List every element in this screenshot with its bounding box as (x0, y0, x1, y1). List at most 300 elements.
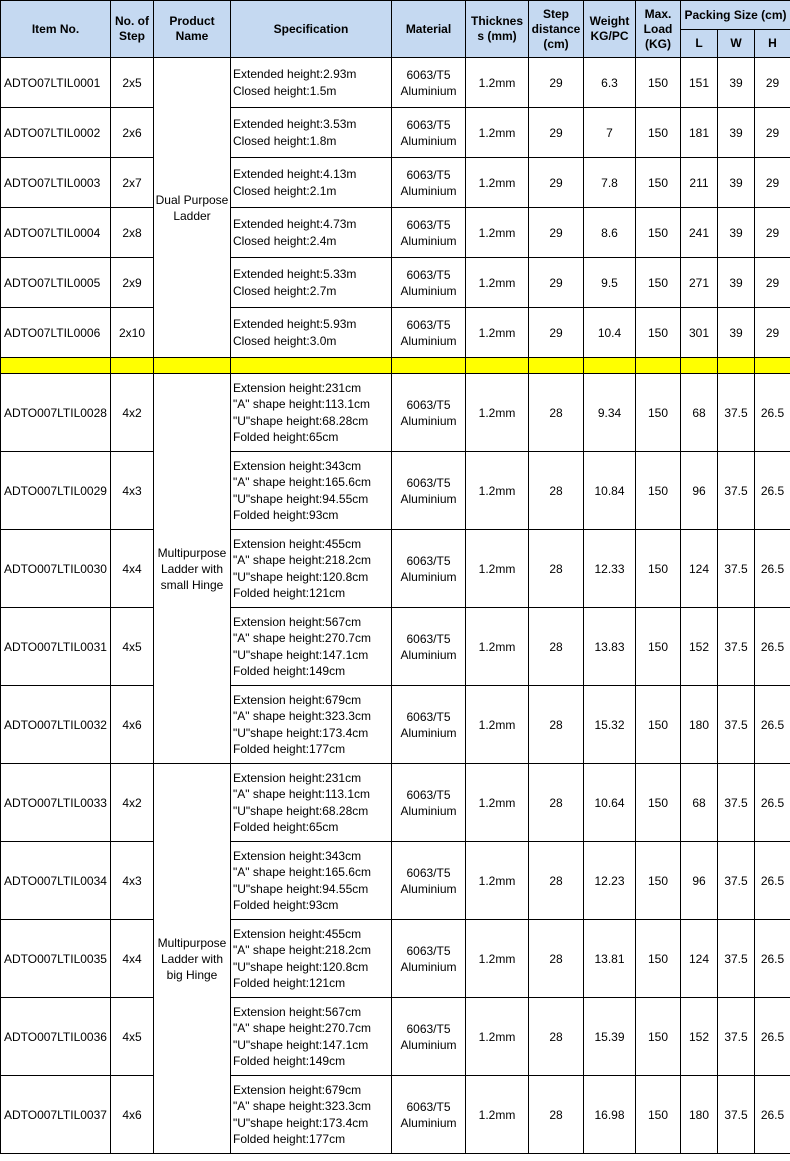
max-load-cell: 150 (636, 764, 681, 842)
step-distance-cell: 29 (529, 58, 584, 108)
spec-line: Extension height:679cm (233, 692, 362, 707)
weight-cell: 7.8 (584, 158, 636, 208)
length-cell: 301 (681, 308, 718, 358)
table-header (1, 1, 790, 58)
separator-cell (1, 358, 111, 374)
spec-line: "U"shape height:120.8cm (233, 569, 369, 584)
thickness-cell: 1.2mm (466, 208, 529, 258)
material-line: Aluminium (400, 413, 457, 428)
specification-cell (231, 208, 392, 258)
specification-cell (231, 842, 392, 920)
thickness-cell: 1.2mm (466, 258, 529, 308)
weight-cell: 13.81 (584, 920, 636, 998)
step-count-cell: 4x5 (111, 998, 154, 1076)
table-row (1, 920, 790, 998)
spec-line: "A" shape height:270.7cm (233, 631, 371, 645)
item-no-cell: ADTO007LTIL0034 (1, 842, 111, 920)
thickness-cell: 1.2mm (466, 608, 529, 686)
material-line: 6063/T5 (406, 1021, 451, 1036)
item-no-cell: ADTO07LTIL0002 (1, 108, 111, 158)
max-load-cell: 150 (636, 686, 681, 764)
specification-cell (231, 764, 392, 842)
max-load-cell: 150 (636, 374, 681, 452)
spec-line: Extension height:567cm (233, 614, 362, 629)
material-line: Aluminium (400, 233, 457, 248)
material-cell (392, 58, 466, 108)
material-line: Aluminium (400, 647, 457, 662)
specification-cell (231, 1076, 392, 1154)
thickness-cell: 1.2mm (466, 998, 529, 1076)
material-line: Aluminium (400, 1115, 457, 1130)
step-count-cell: 4x2 (111, 764, 154, 842)
width-cell: 39 (718, 258, 755, 308)
height-cell: 29 (755, 108, 790, 158)
material-line: 6063/T5 (406, 787, 451, 802)
product-name-cell: Dual Purpose Ladder (154, 58, 231, 358)
spec-line: Closed height:2.4m (233, 233, 337, 248)
spec-line: "U"shape height:147.1cm (233, 647, 369, 662)
spec-line: Extension height:567cm (233, 1004, 362, 1019)
table-row (1, 686, 790, 764)
thickness-cell: 1.2mm (466, 108, 529, 158)
thickness-cell: 1.2mm (466, 158, 529, 208)
table-row (1, 998, 790, 1076)
step-count-cell: 4x3 (111, 842, 154, 920)
width-cell: 39 (718, 308, 755, 358)
table-row (1, 764, 790, 842)
width-cell: 37.5 (718, 1076, 755, 1154)
step-distance-cell: 29 (529, 258, 584, 308)
header-no-of-step: No. of Step (111, 1, 154, 58)
length-cell: 271 (681, 258, 718, 308)
spec-line: Closed height:2.1m (233, 183, 337, 198)
weight-cell: 10.64 (584, 764, 636, 842)
width-cell: 37.5 (718, 608, 755, 686)
separator-cell (636, 358, 681, 374)
material-line: 6063/T5 (406, 117, 451, 132)
header-height: H (755, 30, 790, 58)
spec-line: Extended height:5.93m (233, 317, 357, 331)
item-no-cell: ADTO007LTIL0035 (1, 920, 111, 998)
spec-line: "U"shape height:68.28cm (233, 413, 369, 428)
item-no-cell: ADTO007LTIL0031 (1, 608, 111, 686)
step-distance-cell: 28 (529, 764, 584, 842)
material-line: 6063/T5 (406, 1099, 451, 1114)
material-line: Aluminium (400, 83, 457, 98)
specification-cell (231, 258, 392, 308)
header-item-no: Item No. (1, 1, 111, 58)
thickness-cell: 1.2mm (466, 686, 529, 764)
weight-cell: 10.84 (584, 452, 636, 530)
spec-line: "A" shape height:218.2cm (233, 553, 371, 567)
separator-cell (529, 358, 584, 374)
spec-line: Closed height:1.8m (233, 133, 337, 148)
spec-line: "U"shape height:94.55cm (233, 491, 369, 506)
step-count-cell: 4x5 (111, 608, 154, 686)
separator-cell (681, 358, 718, 374)
item-no-cell: ADTO007LTIL0029 (1, 452, 111, 530)
spec-line: Extended height:5.33m (233, 267, 357, 281)
spec-line: Extended height:2.93m (233, 67, 357, 81)
thickness-cell: 1.2mm (466, 1076, 529, 1154)
height-cell: 29 (755, 58, 790, 108)
material-line: Aluminium (400, 183, 457, 198)
spec-line: Extension height:343cm (233, 848, 362, 863)
table-body (1, 58, 790, 1154)
height-cell: 26.5 (755, 764, 790, 842)
max-load-cell: 150 (636, 308, 681, 358)
length-cell: 211 (681, 158, 718, 208)
width-cell: 39 (718, 108, 755, 158)
table-row (1, 608, 790, 686)
weight-cell: 6.3 (584, 58, 636, 108)
step-distance-cell: 29 (529, 208, 584, 258)
specification-cell (231, 308, 392, 358)
spec-line: Folded height:93cm (233, 898, 339, 912)
width-cell: 39 (718, 158, 755, 208)
header-packing-size: Packing Size (cm) (681, 1, 790, 30)
table-row (1, 1076, 790, 1154)
material-line: Aluminium (400, 333, 457, 348)
header-weight: Weight KG/PC (584, 1, 636, 58)
step-count-cell: 2x6 (111, 108, 154, 158)
step-count-cell: 2x8 (111, 208, 154, 258)
width-cell: 37.5 (718, 842, 755, 920)
length-cell: 96 (681, 452, 718, 530)
thickness-cell: 1.2mm (466, 374, 529, 452)
step-count-cell: 4x3 (111, 452, 154, 530)
spec-line: "A" shape height:323.3cm (233, 1099, 371, 1113)
spec-line: Folded height:93cm (233, 508, 339, 522)
material-line: 6063/T5 (406, 167, 451, 182)
max-load-cell: 150 (636, 58, 681, 108)
item-no-cell: ADTO007LTIL0028 (1, 374, 111, 452)
item-no-cell: ADTO07LTIL0005 (1, 258, 111, 308)
table-row (1, 158, 790, 208)
weight-cell: 13.83 (584, 608, 636, 686)
material-cell (392, 308, 466, 358)
length-cell: 124 (681, 530, 718, 608)
material-line: Aluminium (400, 1037, 457, 1052)
spec-line: "A" shape height:165.6cm (233, 865, 371, 879)
spec-line: "U"shape height:147.1cm (233, 1037, 369, 1052)
material-cell (392, 258, 466, 308)
material-cell (392, 998, 466, 1076)
header-material: Material (392, 1, 466, 58)
max-load-cell: 150 (636, 1076, 681, 1154)
weight-cell: 15.32 (584, 686, 636, 764)
material-line: 6063/T5 (406, 267, 451, 282)
header-max-load: Max. Load (KG) (636, 1, 681, 58)
material-cell (392, 108, 466, 158)
length-cell: 68 (681, 374, 718, 452)
spec-line: Closed height:3.0m (233, 333, 337, 348)
material-cell (392, 608, 466, 686)
item-no-cell: ADTO07LTIL0004 (1, 208, 111, 258)
step-count-cell: 4x2 (111, 374, 154, 452)
item-no-cell: ADTO07LTIL0006 (1, 308, 111, 358)
length-cell: 151 (681, 58, 718, 108)
weight-cell: 12.33 (584, 530, 636, 608)
width-cell: 39 (718, 208, 755, 258)
height-cell: 26.5 (755, 530, 790, 608)
thickness-cell: 1.2mm (466, 530, 529, 608)
height-cell: 26.5 (755, 842, 790, 920)
step-distance-cell: 29 (529, 158, 584, 208)
step-count-cell: 2x9 (111, 258, 154, 308)
table-row (1, 208, 790, 258)
height-cell: 29 (755, 208, 790, 258)
height-cell: 26.5 (755, 608, 790, 686)
item-no-cell: ADTO007LTIL0036 (1, 998, 111, 1076)
product-name-cell: Multipurpose Ladder with big Hinge (154, 764, 231, 1154)
material-line: Aluminium (400, 959, 457, 974)
spec-line: "A" shape height:270.7cm (233, 1021, 371, 1035)
material-line: Aluminium (400, 133, 457, 148)
height-cell: 26.5 (755, 920, 790, 998)
spec-line: Folded height:149cm (233, 1054, 346, 1068)
length-cell: 152 (681, 608, 718, 686)
step-distance-cell: 28 (529, 1076, 584, 1154)
width-cell: 37.5 (718, 686, 755, 764)
height-cell: 26.5 (755, 1076, 790, 1154)
weight-cell: 8.6 (584, 208, 636, 258)
thickness-cell: 1.2mm (466, 308, 529, 358)
thickness-cell: 1.2mm (466, 842, 529, 920)
separator-cell (111, 358, 154, 374)
step-distance-cell: 28 (529, 686, 584, 764)
spec-line: Folded height:121cm (233, 976, 346, 990)
spec-line: "A" shape height:218.2cm (233, 943, 371, 957)
step-distance-cell: 28 (529, 530, 584, 608)
material-cell (392, 764, 466, 842)
table-row (1, 374, 790, 452)
spec-line: "A" shape height:323.3cm (233, 709, 371, 723)
header-thickness: Thicknes s (mm) (466, 1, 529, 58)
table-row (1, 842, 790, 920)
item-no-cell: ADTO07LTIL0003 (1, 158, 111, 208)
spec-line: Extended height:3.53m (233, 117, 357, 131)
step-distance-cell: 29 (529, 308, 584, 358)
step-count-cell: 4x6 (111, 1076, 154, 1154)
spec-line: Folded height:121cm (233, 586, 346, 600)
material-line: 6063/T5 (406, 67, 451, 82)
material-line: Aluminium (400, 283, 457, 298)
step-distance-cell: 28 (529, 998, 584, 1076)
spec-line: "U"shape height:120.8cm (233, 959, 369, 974)
step-distance-cell: 28 (529, 842, 584, 920)
step-distance-cell: 29 (529, 108, 584, 158)
max-load-cell: 150 (636, 258, 681, 308)
weight-cell: 10.4 (584, 308, 636, 358)
width-cell: 37.5 (718, 452, 755, 530)
max-load-cell: 150 (636, 998, 681, 1076)
separator-cell (584, 358, 636, 374)
height-cell: 29 (755, 308, 790, 358)
material-line: 6063/T5 (406, 553, 451, 568)
separator-cell (466, 358, 529, 374)
spec-line: Folded height:149cm (233, 664, 346, 678)
length-cell: 180 (681, 686, 718, 764)
separator-cell (392, 358, 466, 374)
spec-line: Extension height:455cm (233, 926, 362, 941)
width-cell: 37.5 (718, 998, 755, 1076)
width-cell: 37.5 (718, 764, 755, 842)
spec-line: "A" shape height:113.1cm (233, 397, 371, 411)
table-row (1, 530, 790, 608)
specification-cell (231, 58, 392, 108)
max-load-cell: 150 (636, 108, 681, 158)
separator-row (1, 358, 790, 374)
table-row (1, 308, 790, 358)
spec-line: "U"shape height:94.55cm (233, 881, 369, 896)
step-count-cell: 2x10 (111, 308, 154, 358)
spec-line: Extended height:4.73m (233, 217, 357, 231)
item-no-cell: ADTO007LTIL0037 (1, 1076, 111, 1154)
spec-line: Extension height:231cm (233, 380, 362, 395)
thickness-cell: 1.2mm (466, 920, 529, 998)
length-cell: 96 (681, 842, 718, 920)
material-cell (392, 530, 466, 608)
item-no-cell: ADTO007LTIL0030 (1, 530, 111, 608)
weight-cell: 16.98 (584, 1076, 636, 1154)
step-count-cell: 4x6 (111, 686, 154, 764)
spec-line: Folded height:65cm (233, 430, 339, 444)
thickness-cell: 1.2mm (466, 764, 529, 842)
material-line: 6063/T5 (406, 317, 451, 332)
specification-cell (231, 530, 392, 608)
material-line: Aluminium (400, 725, 457, 740)
specification-cell (231, 158, 392, 208)
height-cell: 26.5 (755, 686, 790, 764)
max-load-cell: 150 (636, 842, 681, 920)
header-step-distance: Step distance (cm) (529, 1, 584, 58)
spec-line: Folded height:177cm (233, 742, 346, 756)
step-distance-cell: 28 (529, 920, 584, 998)
max-load-cell: 150 (636, 530, 681, 608)
length-cell: 68 (681, 764, 718, 842)
spec-line: Closed height:2.7m (233, 283, 337, 298)
width-cell: 37.5 (718, 920, 755, 998)
weight-cell: 15.39 (584, 998, 636, 1076)
spec-line: Extension height:343cm (233, 458, 362, 473)
length-cell: 241 (681, 208, 718, 258)
separator-cell (718, 358, 755, 374)
max-load-cell: 150 (636, 452, 681, 530)
material-cell (392, 208, 466, 258)
material-cell (392, 686, 466, 764)
material-line: 6063/T5 (406, 709, 451, 724)
item-no-cell: ADTO007LTIL0033 (1, 764, 111, 842)
max-load-cell: 150 (636, 208, 681, 258)
height-cell: 29 (755, 158, 790, 208)
weight-cell: 9.34 (584, 374, 636, 452)
table-row (1, 58, 790, 108)
header-width: W (718, 30, 755, 58)
spec-line: Folded height:177cm (233, 1132, 346, 1146)
height-cell: 26.5 (755, 452, 790, 530)
length-cell: 180 (681, 1076, 718, 1154)
max-load-cell: 150 (636, 608, 681, 686)
item-no-cell: ADTO07LTIL0001 (1, 58, 111, 108)
length-cell: 181 (681, 108, 718, 158)
material-line: 6063/T5 (406, 217, 451, 232)
height-cell: 26.5 (755, 998, 790, 1076)
spec-line: "U"shape height:173.4cm (233, 1115, 369, 1130)
thickness-cell: 1.2mm (466, 452, 529, 530)
spec-line: Folded height:65cm (233, 820, 339, 834)
specification-cell (231, 920, 392, 998)
material-cell (392, 1076, 466, 1154)
step-count-cell: 4x4 (111, 920, 154, 998)
weight-cell: 12.23 (584, 842, 636, 920)
length-cell: 124 (681, 920, 718, 998)
spec-line: "U"shape height:173.4cm (233, 725, 369, 740)
max-load-cell: 150 (636, 920, 681, 998)
separator-cell (154, 358, 231, 374)
spec-line: "U"shape height:68.28cm (233, 803, 369, 818)
step-distance-cell: 28 (529, 374, 584, 452)
header-product-name: Product Name (154, 1, 231, 58)
width-cell: 37.5 (718, 530, 755, 608)
material-line: Aluminium (400, 881, 457, 896)
specification-cell (231, 374, 392, 452)
thickness-cell: 1.2mm (466, 58, 529, 108)
step-count-cell: 2x5 (111, 58, 154, 108)
table-row (1, 108, 790, 158)
spec-line: "A" shape height:113.1cm (233, 787, 371, 801)
specification-cell (231, 608, 392, 686)
header-specification: Specification (231, 1, 392, 58)
specification-cell (231, 452, 392, 530)
specification-cell (231, 108, 392, 158)
material-line: Aluminium (400, 803, 457, 818)
material-cell (392, 374, 466, 452)
weight-cell: 9.5 (584, 258, 636, 308)
material-line: 6063/T5 (406, 631, 451, 646)
material-line: 6063/T5 (406, 397, 451, 412)
spec-line: Closed height:1.5m (233, 83, 337, 98)
weight-cell: 7 (584, 108, 636, 158)
specification-cell (231, 998, 392, 1076)
height-cell: 29 (755, 258, 790, 308)
spec-line: "A" shape height:165.6cm (233, 475, 371, 489)
spec-line: Extension height:231cm (233, 770, 362, 785)
material-line: 6063/T5 (406, 475, 451, 490)
separator-cell (755, 358, 790, 374)
width-cell: 39 (718, 58, 755, 108)
step-distance-cell: 28 (529, 452, 584, 530)
header-length: L (681, 30, 718, 58)
step-distance-cell: 28 (529, 608, 584, 686)
spec-line: Extension height:455cm (233, 536, 362, 551)
step-count-cell: 4x4 (111, 530, 154, 608)
material-line: 6063/T5 (406, 943, 451, 958)
spec-line: Extended height:4.13m (233, 167, 357, 181)
material-cell (392, 158, 466, 208)
material-line: Aluminium (400, 569, 457, 584)
separator-cell (231, 358, 392, 374)
width-cell: 37.5 (718, 374, 755, 452)
height-cell: 26.5 (755, 374, 790, 452)
material-line: Aluminium (400, 491, 457, 506)
table-row (1, 258, 790, 308)
material-cell (392, 920, 466, 998)
material-cell (392, 452, 466, 530)
specification-cell (231, 686, 392, 764)
product-name-cell: Multipurpose Ladder with small Hinge (154, 374, 231, 764)
table-row (1, 452, 790, 530)
